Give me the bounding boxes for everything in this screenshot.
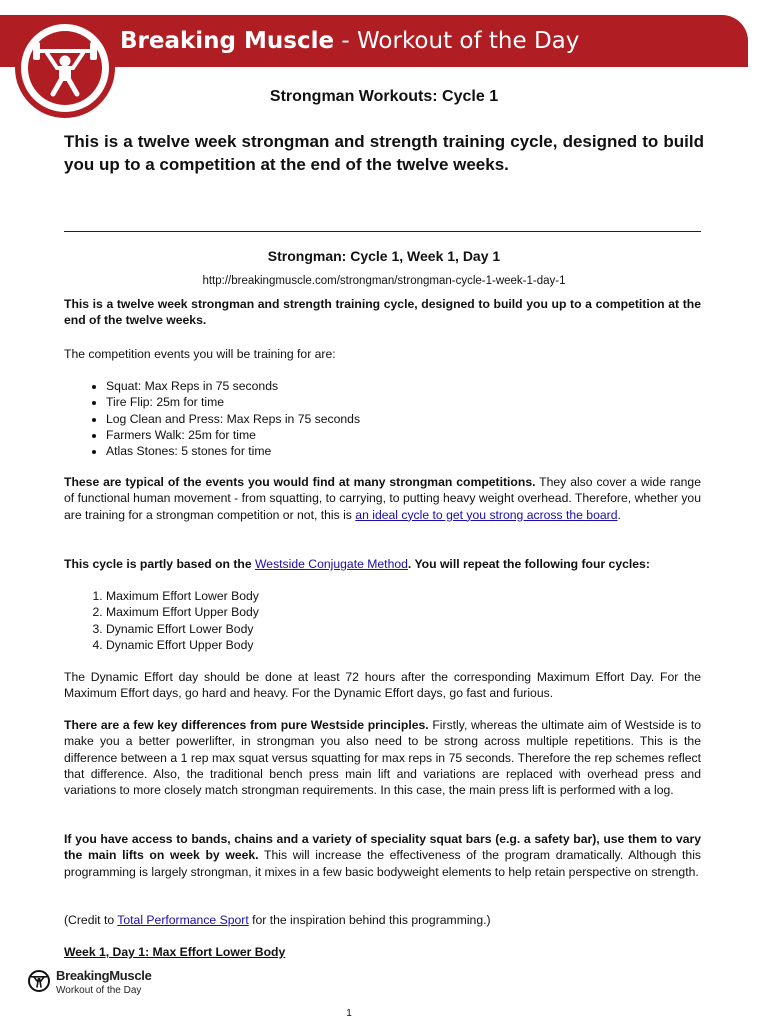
list-item: 4. Dynamic Effort Upper Body — [106, 637, 701, 653]
header-brand: Breaking Muscle — [120, 28, 335, 54]
footer-tagline: Workout of the Day — [56, 985, 142, 996]
bands-bold: If you have access to bands, chains and a variety of speciality squat bars (e.g. a safety bar), use them to vary the main lifts on week by week. — [64, 832, 701, 863]
footer-brand: BreakingMuscle — [56, 968, 152, 983]
events-list — [64, 378, 701, 459]
ideal-cycle-link[interactable]: an ideal cycle to get you strong across the board — [355, 507, 618, 522]
differences-paragraph — [64, 717, 701, 798]
section-title: Strongman: Cycle 1, Week 1, Day 1 — [267, 248, 501, 264]
header-tagline: Workout of the Day — [357, 28, 580, 54]
events-intro — [64, 346, 701, 362]
list-item: • Atlas Stones: 5 stones for time — [106, 443, 701, 459]
divider — [64, 231, 701, 232]
list-item: 3. Dynamic Effort Lower Body — [106, 621, 701, 637]
document-title: Strongman Workouts: Cycle 1 — [269, 88, 499, 105]
typical-text: They also cover a wide range of functional human movement - from squatting, to carrying, to putting heavy weight overhead. Therefore, whether you are training for a strongman competition or not, this is — [64, 475, 701, 522]
credit-post: for the inspiration behind this programming.) — [248, 913, 491, 927]
based-paragraph — [64, 556, 701, 572]
differences-text: Firstly, whereas the ultimate aim of Westside is to make you a better powerlifter, in strongman you also need to be strong across multiple repetitions. This is the difference between a 1 rep max squat versus squatting for max reps in 75 seconds. Therefore the rep schemes reflect that difference. Also, the traditional bench press main lift and variations are replaced with overhead press and variations to more closely match strongman requirements. In this case, the main press lift is performed with a log. — [64, 718, 702, 798]
credit-paragraph — [64, 912, 701, 928]
bands-paragraph — [64, 831, 701, 880]
list-item: • Farmers Walk: 25m for time — [106, 427, 701, 443]
differences-bold: There are a few key differences from pure Westside principles. — [64, 718, 429, 732]
intro-text: This is a twelve week strongman and strength training cycle, designed to build you up to a competition at the end of the twelve weeks. — [64, 132, 704, 174]
header-title — [120, 28, 579, 54]
list-item: • Log Clean and Press: Max Reps in 75 seconds — [106, 411, 701, 427]
list-item: • Tire Flip: 25m for time — [106, 394, 701, 410]
based-bold-2: . You will repeat the following four cycles: — [407, 557, 650, 571]
header-separator: - — [334, 28, 358, 54]
list-item: • Squat: Max Reps in 75 seconds — [106, 378, 701, 394]
week-heading — [64, 944, 701, 960]
dynamic-paragraph — [64, 669, 701, 702]
list-item: 1. Maximum Effort Lower Body — [106, 588, 701, 604]
bands-text: This will increase the effectiveness of the program dramatically. Although this programming is largely strongman, it mixes in a few basic bodyweight elements to help retain perspective on strength. — [64, 848, 701, 879]
page-number: 1 — [346, 1008, 352, 1019]
westside-link[interactable]: Westside Conjugate Method — [255, 557, 408, 571]
week-heading-text: Week 1, Day 1: Max Effort Lower Body — [64, 945, 286, 959]
weightlifter-icon — [28, 970, 50, 992]
events-intro-text: The competition events you will be training for are: — [64, 347, 336, 361]
typical-end: . — [617, 507, 621, 522]
cycles-list — [64, 588, 701, 653]
list-item: 2. Maximum Effort Upper Body — [106, 604, 701, 620]
lead-paragraph — [64, 296, 701, 329]
source-url[interactable]: http://breakingmuscle.com/strongman/strongman-cycle-1-week-1-day-1 — [202, 275, 566, 287]
lead-text: This is a twelve week strongman and strength training cycle, designed to build you up to a competition at the end of the twelve weeks. — [64, 297, 701, 328]
total-performance-link[interactable]: Total Performance Sport — [117, 913, 249, 927]
typical-paragraph — [64, 474, 701, 523]
dynamic-text: The Dynamic Effort day should be done at least 72 hours after the corresponding Maximum Effort Day. For the Maximum Effort days, go hard and heavy. For the Dynamic Effort days, go fast and furious. — [64, 670, 701, 701]
based-bold-1: This cycle is partly based on the — [64, 557, 256, 571]
credit-pre: (Credit to — [64, 913, 118, 927]
typical-bold: These are typical of the events you would find at many strongman competitions. — [64, 475, 536, 489]
